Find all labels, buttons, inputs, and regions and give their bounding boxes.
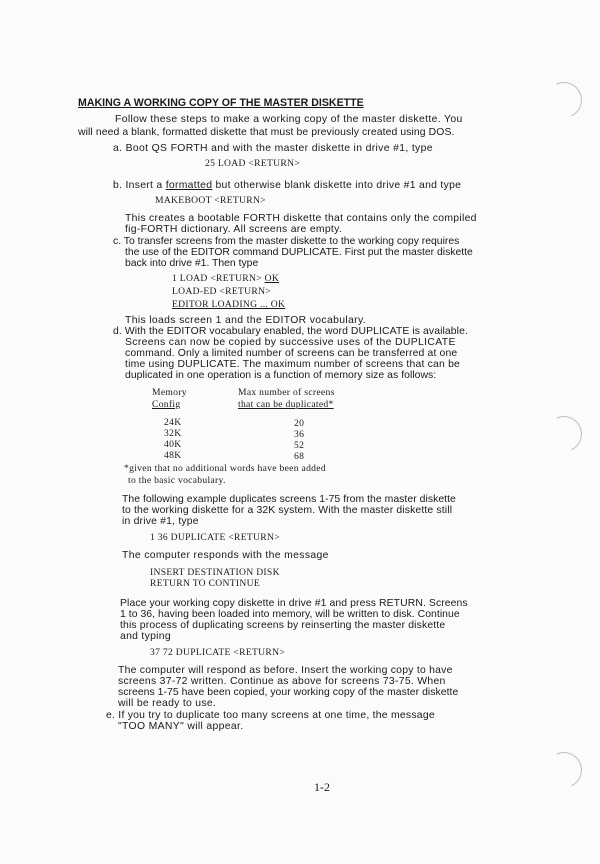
place-line-2: 1 to 36, having been loaded into memory, will be written to disk. Continue	[120, 609, 460, 620]
example-line-3: in drive #1, type	[122, 516, 199, 527]
step-d-line-2: Screens can now be copied by successive uses of the DUPLICATE	[125, 337, 456, 348]
step-c-command-2: LOAD-ED <RETURN>	[172, 286, 272, 297]
step-c-command-1-text: 1 LOAD <RETURN>	[172, 273, 265, 284]
step-b-post: but otherwise blank diskette into drive #1 and type	[212, 180, 462, 191]
binder-hole-middle	[541, 411, 587, 457]
final-line-4: will be ready to use.	[118, 698, 217, 709]
step-c-after: This loads screen 1 and the EDITOR vocabulary.	[125, 315, 366, 326]
final-line-3: screens 1-75 have been copied, your working copy of the master diskette	[118, 687, 459, 698]
final-line-2: screens 37-72 written. Continue as above for screens 73-75. When	[118, 676, 446, 687]
step-c-line-2: the use of the EDITOR command DUPLICATE. First put the master diskette	[125, 247, 473, 258]
step-d-line-5: duplicated in one operation is a function of memory size as follows:	[125, 370, 437, 381]
step-c-line-1: c. To transfer screens from the master diskette to the working copy requires	[113, 236, 460, 247]
step-d-line-4: time using DUPLICATE. The maximum number of screens that can be	[125, 359, 461, 370]
table-header-max: Max number of screens	[238, 387, 335, 398]
message-insert: INSERT DESTINATION DISK	[150, 567, 280, 578]
table-row-1-max: 20	[294, 418, 305, 429]
footnote-line-2: to the basic vocabulary.	[128, 475, 226, 486]
step-b-para-line-2: fig-FORTH dictionary. All screens are empty.	[125, 224, 343, 235]
step-d-line-1: d. With the EDITOR vocabulary enabled, the word DUPLICATE is available.	[113, 326, 468, 337]
responds-text: The computer responds with the message	[122, 550, 329, 561]
table-row-2-max: 36	[294, 429, 305, 440]
step-b-para-line-1: This creates a bootable FORTH diskette that contains only the compiled	[125, 213, 477, 224]
step-c-line-3: back into drive #1. Then type	[125, 258, 259, 269]
duplicate-command-2: 37 72 DUPLICATE <RETURN>	[150, 647, 286, 658]
place-line-4: and typing	[120, 631, 171, 642]
step-b-formatted: formatted	[165, 180, 213, 191]
duplicate-command-1: 1 36 DUPLICATE <RETURN>	[150, 532, 280, 543]
table-row-4-max: 68	[294, 451, 305, 462]
step-b-pre: b. Insert a	[113, 180, 166, 191]
step-a-command: 25 LOAD <RETURN>	[205, 158, 301, 169]
step-d-line-3: command. Only a limited number of screens can be transferred at one	[125, 348, 458, 359]
table-row-3-max: 52	[294, 440, 305, 451]
place-line-3: this process of duplicating screens by reinserting the master diskette	[120, 620, 446, 631]
step-c-command-1-ok: OK	[264, 273, 280, 284]
table-header-memory: Memory	[152, 387, 187, 398]
step-b-text	[113, 180, 461, 192]
step-e-line-2: "TOO MANY" will appear.	[118, 721, 244, 732]
final-line-1: The computer will respond as before. Insert the working copy to have	[118, 665, 453, 676]
step-b-command: MAKEBOOT <RETURN>	[155, 195, 266, 206]
binder-hole-top	[541, 77, 587, 123]
example-line-1: The following example duplicates screens 1-75 from the master diskette	[122, 494, 456, 505]
intro-line-1: Follow these steps to make a working copy of the master diskette. You	[115, 114, 463, 125]
footnote-line-1: *given that no additional words have been added	[124, 463, 326, 474]
step-c-command-3: EDITOR LOADING ... OK	[172, 299, 286, 310]
table-header-config: Config	[152, 399, 181, 410]
place-line-1: Place your working copy diskette in drive #1 and press RETURN. Screens	[120, 598, 468, 609]
intro-line-2: will need a blank, formatted diskette that must be previously created using DOS.	[78, 127, 455, 138]
binder-hole-bottom	[541, 747, 587, 793]
example-line-2: to the working diskette for a 32K system. With the master diskette still	[122, 505, 453, 516]
step-e-line-1: e. If you try to duplicate too many screens at one time, the message	[106, 710, 435, 721]
table-row-1-mem: 24K	[164, 417, 182, 428]
table-row-2-mem: 32K	[164, 428, 182, 439]
page-number: 1-2	[314, 780, 330, 794]
table-row-3-mem: 40K	[164, 439, 182, 450]
section-heading: MAKING A WORKING COPY OF THE MASTER DISKETTE	[78, 97, 364, 109]
step-c-command-1	[172, 273, 279, 285]
message-return: RETURN TO CONTINUE	[150, 578, 261, 589]
table-row-4-mem: 48K	[164, 450, 182, 461]
table-header-duplicated: that can be duplicated*	[238, 399, 334, 410]
step-a-text: a. Boot QS FORTH and with the master diskette in drive #1, type	[113, 143, 433, 154]
